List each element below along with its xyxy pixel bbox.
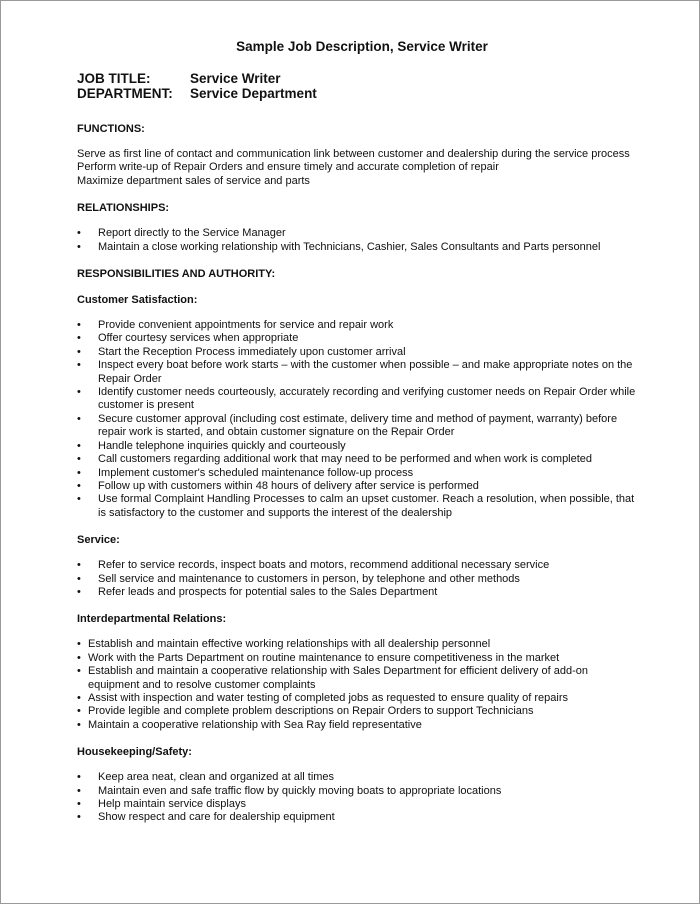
bullet-icon: • <box>77 585 81 598</box>
bullet-icon: • <box>77 651 81 664</box>
bullet-icon: • <box>77 691 81 704</box>
list-item: • Call customers regarding additional work that may need to be performed and when work is completed <box>77 453 593 466</box>
list-item: • Establish and maintain a cooperative relationship with Sales Department for efficient delivery of add-on equipment and to resolve customer complaints <box>77 665 588 691</box>
bullet-icon: • <box>77 572 81 585</box>
bullet-icon: • <box>77 559 81 572</box>
service-list <box>77 559 637 599</box>
list-item: • Maintain a cooperative relationship with Sea Ray field representative <box>77 718 422 731</box>
bullet-icon: • <box>77 386 81 399</box>
list-item: • Inspect every boat before work starts – with the customer when possible – and make appropriate notes on the Repair Order <box>77 359 633 385</box>
bullet-icon: • <box>77 718 81 731</box>
list-item: • Help maintain service displays <box>77 798 246 810</box>
functions-line: Maximize department sales of service and parts <box>77 174 310 187</box>
bullet-icon: • <box>77 811 81 824</box>
bullet-icon: • <box>77 439 81 452</box>
list-item: • Work with the Parts Department on routine maintenance to ensure competitiveness in the market <box>77 651 560 664</box>
list-item: • Keep area neat, clean and organized at all times <box>77 771 335 784</box>
customer-satisfaction-heading: Customer Satisfaction: <box>77 294 198 307</box>
department-label: DEPARTMENT: <box>77 86 173 101</box>
bullet-icon: • <box>77 798 81 810</box>
document-title: Sample Job Description, Service Writer <box>236 39 488 54</box>
bullet-icon: • <box>77 412 81 425</box>
service-heading: Service: <box>77 534 120 547</box>
bullet-icon: • <box>77 332 81 345</box>
functions-line: Perform write-up of Repair Orders and ensure timely and accurate completion of repair <box>77 161 499 174</box>
relationships-heading: RELATIONSHIPS: <box>77 202 170 215</box>
bullet-icon: • <box>77 479 81 492</box>
list-item: • Secure customer approval (including cost estimate, delivery time and method of payment, warranty) before repair work is started, and obtain customer signature on the Repair Order <box>77 412 618 439</box>
list-item: • Identify customer needs courteously, accurately recording and verifying customer needs on Repair Order while customer is present <box>77 386 636 412</box>
list-item: • Maintain a close working relationship with Technicians, Cashier, Sales Consultants and Parts personnel <box>77 240 601 253</box>
bullet-icon: • <box>77 493 81 506</box>
list-item: • Handle telephone inquiries quickly and courteously <box>77 439 346 452</box>
job-title-row <box>77 71 637 86</box>
bullet-icon: • <box>77 240 81 253</box>
list-item: • Provide convenient appointments for service and repair work <box>77 319 394 332</box>
bullet-icon: • <box>77 638 81 651</box>
list-item: • Report directly to the Service Manager <box>77 227 286 240</box>
bullet-icon: • <box>77 345 81 358</box>
job-header <box>77 71 637 101</box>
job-title-value: Service Writer <box>190 71 281 86</box>
interdepartmental-list <box>77 638 637 732</box>
functions-line: Serve as first line of contact and communication link between customer and dealership during the service process <box>77 148 630 160</box>
bullet-icon: • <box>77 359 81 372</box>
list-item: • Show respect and care for dealership equipment <box>77 811 335 824</box>
housekeeping-list <box>77 771 637 825</box>
customer-satisfaction-list <box>77 319 637 520</box>
job-title-label: JOB TITLE: <box>77 71 151 86</box>
list-item: • Establish and maintain effective working relationships with all dealership personnel <box>77 638 491 651</box>
department-value: Service Department <box>190 86 317 101</box>
list-item: • Refer leads and prospects for potential sales to the Sales Department <box>77 585 438 598</box>
list-item: • Assist with inspection and water testing of completed jobs as requested to ensure quality of repairs <box>77 691 568 704</box>
bullet-icon: • <box>77 665 81 678</box>
department-row <box>77 86 637 101</box>
bullet-icon: • <box>77 227 81 240</box>
bullet-icon: • <box>77 784 81 797</box>
document-page <box>77 39 637 838</box>
list-item: • Sell service and maintenance to customers in person, by telephone and other methods <box>77 572 520 585</box>
list-item: • Refer to service records, inspect boats and motors, recommend additional necessary service <box>77 559 550 572</box>
bullet-icon: • <box>77 319 81 332</box>
list-item: • Start the Reception Process immediately upon customer arrival <box>77 345 406 358</box>
bullet-icon: • <box>77 771 81 784</box>
interdepartmental-heading: Interdepartmental Relations: <box>77 613 227 626</box>
housekeeping-heading: Housekeeping/Safety: <box>77 746 192 759</box>
bullet-icon: • <box>77 705 81 718</box>
bullet-icon: • <box>77 453 81 466</box>
list-item: • Maintain even and safe traffic flow by quickly moving boats to appropriate locations <box>77 784 502 797</box>
list-item: • Use formal Complaint Handling Processes to calm an upset customer. Reach a resolution, when possible, that is satisfactory to the customer and supports the interest of the dealership <box>77 493 635 519</box>
responsibilities-heading: RESPONSIBILITIES AND AUTHORITY: <box>77 268 276 281</box>
list-item: • Follow up with customers within 48 hours of delivery after service is performed <box>77 479 479 492</box>
list-item: • Provide legible and complete problem descriptions on Repair Orders to support Technicians <box>77 705 534 718</box>
list-item: • Implement customer's scheduled maintenance follow-up process <box>77 466 414 479</box>
functions-list <box>77 148 637 188</box>
bullet-icon: • <box>77 466 81 479</box>
functions-heading: FUNCTIONS: <box>77 123 145 135</box>
relationships-list <box>77 227 637 254</box>
list-item: • Offer courtesy services when appropriate <box>77 332 299 345</box>
